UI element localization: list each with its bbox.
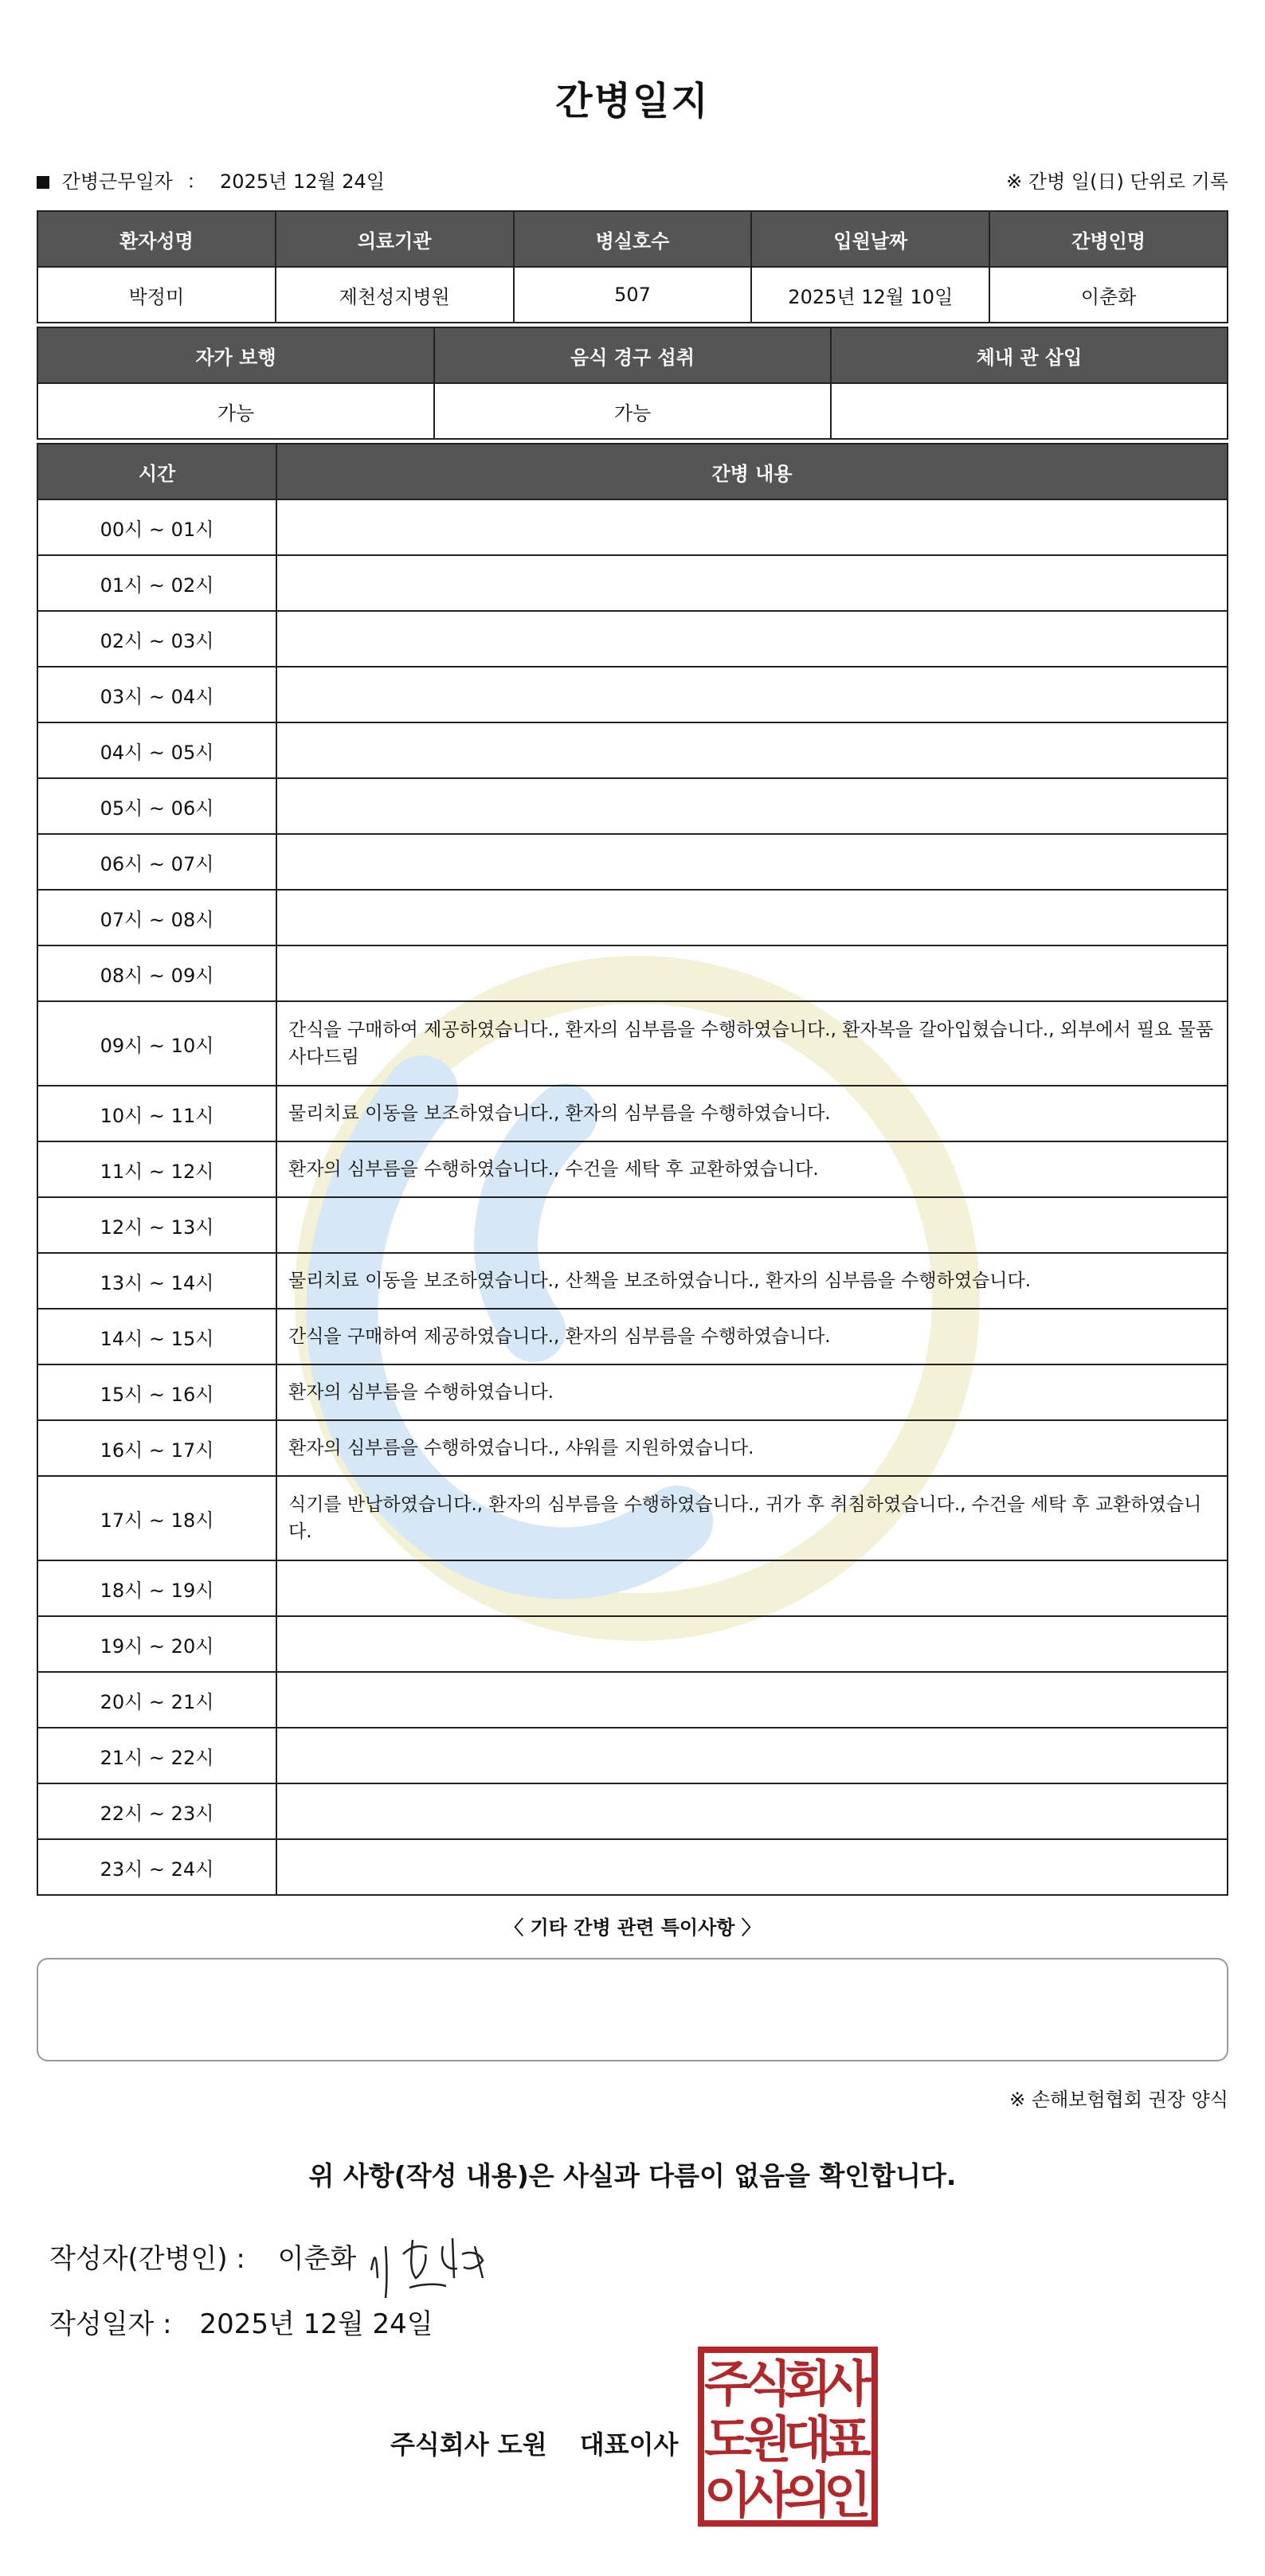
svg-text:회: 회 [784,2355,832,2413]
svg-text:대: 대 [784,2410,832,2468]
writer-line [49,2237,356,2276]
notes-heading: 〈 기타 간병 관련 특이사항 〉 [504,1916,761,1939]
caregiver-name: 이춘화 [989,267,1228,323]
row-content [276,890,1228,945]
table-row [37,1309,1228,1364]
care-log-rows [37,499,1228,1895]
table-row [37,667,1228,722]
work-date-separator: ： [186,170,206,193]
table-row [37,890,1228,945]
table-row [37,1728,1228,1783]
table-row [37,555,1228,611]
company-name: 주식회사 도원 [390,2429,547,2460]
svg-text:인: 인 [824,2466,871,2524]
table-row [37,611,1228,667]
patient-name: 박정미 [37,267,276,323]
tube-insertion [831,383,1228,439]
table-row [37,945,1228,1001]
unit-note: ※ 간병 일(日) 단위로 기록 [1006,170,1228,193]
row-content [276,834,1228,890]
header-self-walking: 자가 보행 [37,327,434,383]
table-row [37,1616,1228,1672]
row-time: 10시 ~ 11시 [37,1086,276,1141]
row-content [276,1728,1228,1783]
svg-text:원: 원 [744,2410,792,2468]
row-time: 11시 ~ 12시 [37,1141,276,1197]
room-number: 507 [514,267,752,323]
svg-text:이: 이 [704,2466,752,2524]
row-time: 15시 ~ 16시 [37,1364,276,1420]
svg-text:표: 표 [824,2410,871,2468]
table-row [37,834,1228,890]
row-content [276,1783,1228,1839]
written-date-line [49,2302,433,2341]
row-time: 21시 ~ 22시 [37,1728,276,1783]
care-log-table [37,443,1228,1896]
row-content: 환자의 심부름을 수행하였습니다. [276,1364,1228,1420]
handwritten-signature [363,2222,499,2302]
header-oral-intake: 음식 경구 섭취 [434,327,831,383]
page-title: 간병일지 [555,79,710,123]
admission-date: 2025년 12월 10일 [751,267,989,323]
row-content [276,1672,1228,1728]
company-seal [698,2347,878,2527]
row-time: 07시 ~ 08시 [37,890,276,945]
table-row [37,722,1228,778]
header-caregiver-name: 간병인명 [989,211,1228,267]
row-content [276,499,1228,555]
header-admission-date: 입원날짜 [751,211,989,267]
work-date-value: 2025년 12월 24일 [220,170,385,193]
table-row [37,1476,1228,1560]
patient-status-table [37,327,1228,440]
table-row [37,778,1228,834]
header-hospital: 의료기관 [276,211,514,267]
row-content: 물리치료 이동을 보조하였습니다., 산책을 보조하였습니다., 환자의 심부름을 수행하였습니다. [276,1253,1228,1309]
row-time: 23시 ~ 24시 [37,1839,276,1895]
header-room-number: 병실호수 [514,211,752,267]
table-row [37,1672,1228,1728]
svg-text:주: 주 [704,2355,752,2413]
row-content [276,778,1228,834]
table-row [37,1086,1228,1141]
writer-label: 작성자(간병인) : [49,2243,245,2275]
work-date-line [37,166,385,194]
svg-text:식: 식 [744,2355,792,2413]
table-row [37,1253,1228,1309]
row-time: 20시 ~ 21시 [37,1672,276,1728]
row-content [276,1560,1228,1616]
table-row [37,1141,1228,1197]
row-time: 16시 ~ 17시 [37,1420,276,1476]
self-walking: 가능 [37,383,434,439]
written-date-value: 2025년 12월 24일 [199,2308,433,2340]
table-row [37,1364,1228,1420]
company-title: 대표이사 [579,2429,679,2460]
table-row [37,1420,1228,1476]
row-time: 19시 ~ 20시 [37,1616,276,1672]
row-time: 01시 ~ 02시 [37,555,276,611]
work-date-label: 간병근무일자 [61,170,173,193]
row-content [276,611,1228,667]
row-content [276,667,1228,722]
row-time: 04시 ~ 05시 [37,722,276,778]
row-time: 18시 ~ 19시 [37,1560,276,1616]
table-row [37,1783,1228,1839]
row-time: 08시 ~ 09시 [37,945,276,1001]
row-content [276,1839,1228,1895]
row-time: 13시 ~ 14시 [37,1253,276,1309]
row-content: 간식을 구매하여 제공하였습니다., 환자의 심부름을 수행하였습니다., 환자복을 갈아입혔습니다., 외부에서 필요 물품사다드림 [276,1001,1228,1086]
svg-text:도: 도 [704,2410,752,2468]
form-source-note: ※ 손해보험협회 권장 양식 [1009,2089,1228,2111]
oral-intake: 가능 [434,383,831,439]
header-patient-name: 환자성명 [37,211,276,267]
row-time: 02시 ~ 03시 [37,611,276,667]
svg-text:의: 의 [784,2466,832,2524]
company-line [390,2425,678,2461]
row-time: 12시 ~ 13시 [37,1197,276,1253]
row-content [276,555,1228,611]
hospital: 제천성지병원 [276,267,514,323]
row-time: 22시 ~ 23시 [37,1783,276,1839]
row-time: 17시 ~ 18시 [37,1476,276,1560]
svg-text:사: 사 [824,2355,871,2413]
header-time: 시간 [37,444,276,499]
row-content: 환자의 심부름을 수행하였습니다., 샤워를 지원하였습니다. [276,1420,1228,1476]
row-content [276,1197,1228,1253]
row-time: 14시 ~ 15시 [37,1309,276,1364]
row-time: 00시 ~ 01시 [37,499,276,555]
svg-text:사: 사 [744,2466,792,2524]
written-date-label: 작성일자 : [49,2308,172,2340]
row-time: 03시 ~ 04시 [37,667,276,722]
header-care-content: 간병 내용 [276,444,1228,499]
notes-box [37,1958,1228,2061]
row-content: 환자의 심부름을 수행하였습니다., 수건을 세탁 후 교환하였습니다. [276,1141,1228,1197]
row-content [276,945,1228,1001]
row-time: 09시 ~ 10시 [37,1001,276,1086]
row-content [276,1616,1228,1672]
patient-info-table [37,210,1228,323]
table-row [37,1001,1228,1086]
row-time: 05시 ~ 06시 [37,778,276,834]
table-row [37,499,1228,555]
row-content: 간식을 구매하여 제공하였습니다., 환자의 심부름을 수행하였습니다. [276,1309,1228,1364]
square-bullet-icon [37,176,49,189]
row-content [276,722,1228,778]
header-tube-insertion: 체내 관 삽입 [831,327,1228,383]
table-row [37,1839,1228,1895]
confirmation-statement: 위 사항(작성 내용)은 사실과 다름이 없음을 확인합니다. [308,2160,957,2191]
row-time: 06시 ~ 07시 [37,834,276,890]
row-content: 식기를 반납하였습니다., 환자의 심부름을 수행하였습니다., 귀가 후 취침하였습니다., 수건을 세탁 후 교환하였습니다. [276,1476,1228,1560]
table-row [37,1197,1228,1253]
table-row [37,1560,1228,1616]
writer-name: 이춘화 [277,2243,357,2275]
row-content: 물리치료 이동을 보조하였습니다., 환자의 심부름을 수행하였습니다. [276,1086,1228,1141]
